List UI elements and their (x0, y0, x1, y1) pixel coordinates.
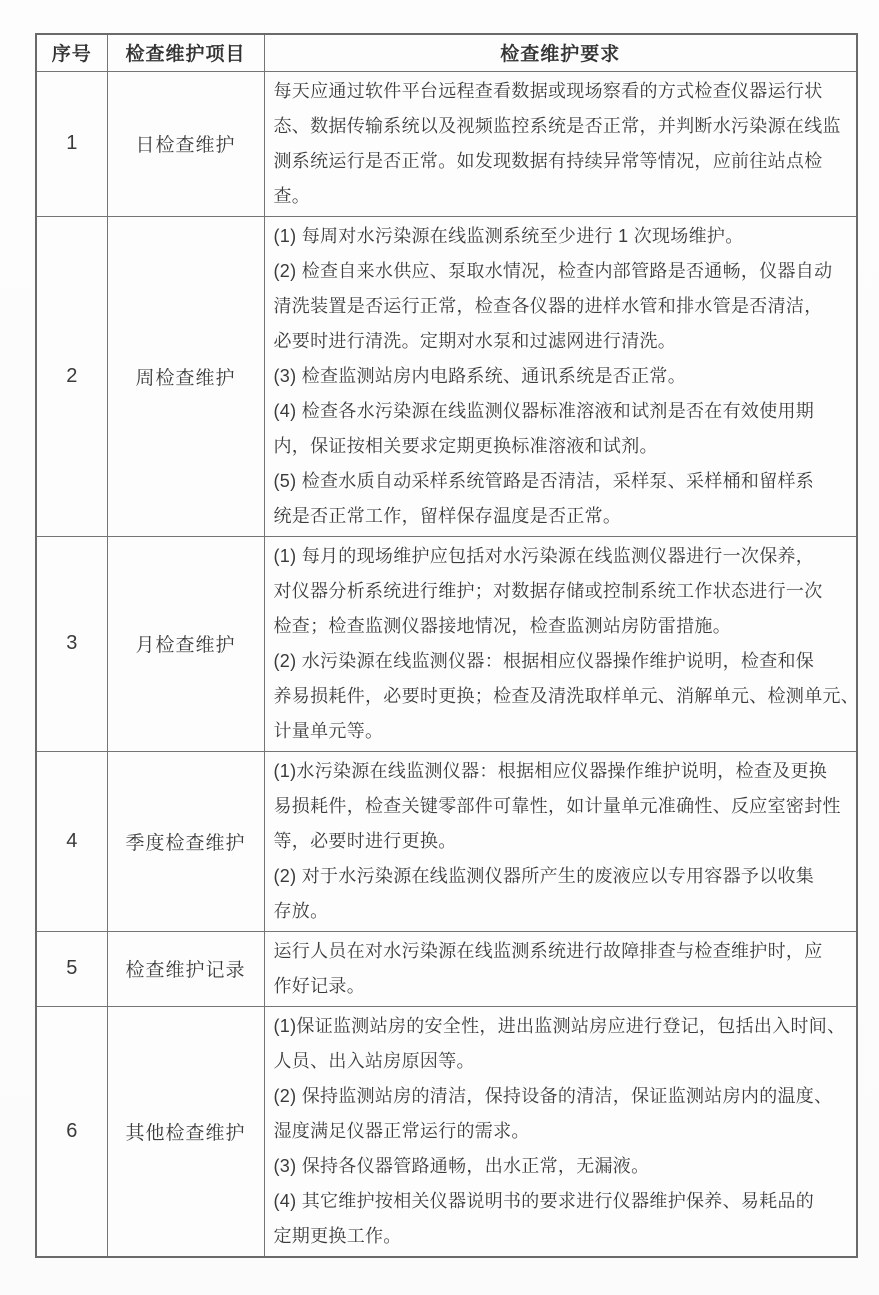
requirement-line: 态、数据传输系统以及视频监控系统是否正常，并判断水污染源在线监 (273, 115, 841, 136)
requirement-line: 必要时进行清洗。定期对水泵和过滤网进行清洗。 (273, 330, 677, 351)
table-row (36, 71, 857, 216)
header-row (36, 34, 857, 71)
requirement-line: 等，必要时进行更换。 (273, 830, 457, 851)
requirement-line: 运行人员在对水污染源在线监测系统进行故障排查与检查维护时，应 (273, 940, 823, 961)
requirement-line: 养易损耗件，必要时更换；检查及清洗取样单元、消解单元、检测单元、 (273, 685, 860, 706)
requirement-line: (1) 每月的现场维护应包括对水污染源在线监测仪器进行一次保养， (273, 545, 815, 566)
row-number: 5 (36, 931, 107, 1006)
row-requirements-text (264, 71, 857, 216)
requirement-line: (1)保证监测站房的安全性，进出监测站房应进行登记，包括出入时间、 (273, 1015, 846, 1036)
requirement-line: 易损耗件，检查关键零部件可靠性，如计量单元准确性、反应室密封性 (273, 795, 841, 816)
row-requirements-text (264, 216, 857, 536)
requirement-line: (1) 每周对水污染源在线监测系统至少进行 1 次现场维护。 (273, 225, 744, 246)
row-requirements-text (264, 536, 860, 751)
table-row (36, 751, 857, 931)
requirement-line: 查。 (273, 185, 311, 206)
table-header (36, 34, 857, 71)
maintenance-table (35, 33, 858, 1258)
row-item-label: 日检查维护 (107, 71, 264, 216)
column-header-number: 序号 (36, 34, 107, 71)
column-header-requirements: 检查维护要求 (264, 34, 857, 71)
requirement-line: 每天应通过软件平台远程查看数据或现场察看的方式检查仪器运行状 (273, 80, 823, 101)
row-item-label: 检查维护记录 (107, 931, 264, 1006)
table-row (36, 1006, 857, 1257)
row-item-label: 季度检查维护 (107, 751, 264, 931)
row-requirements-text (264, 751, 857, 931)
requirement-line: (1)水污染源在线监测仪器：根据相应仪器操作维护说明，检查及更换 (273, 760, 828, 781)
row-number: 2 (36, 216, 107, 536)
row-item-label: 周检查维护 (107, 216, 264, 536)
requirement-line: 统是否正常工作，留样保存温度是否正常。 (273, 505, 622, 526)
requirement-line: (5) 检查水质自动采样系统管路是否清洁，采样泵、采样桶和留样系 (273, 470, 815, 491)
requirement-line: (3) 保持各仪器管路通畅，出水正常，无漏液。 (273, 1155, 650, 1176)
row-number: 1 (36, 71, 107, 216)
row-item-label: 月检查维护 (107, 536, 264, 751)
requirement-line: (2) 检查自来水供应、泵取水情况，检查内部管路是否通畅，仪器自动 (273, 260, 833, 281)
requirement-line: 检查；检查监测仪器接地情况，检查监测站房防雷措施。 (273, 615, 731, 636)
requirement-line: 内，保证按相关要求定期更换标准溶液和试剂。 (273, 435, 658, 456)
requirement-line: 湿度满足仪器正常运行的需求。 (273, 1120, 530, 1141)
row-number: 4 (36, 751, 107, 931)
requirement-line: 清洗装置是否运行正常，检查各仪器的进样水管和排水管是否清洁， (273, 295, 823, 316)
requirement-line: 人员、出入站房原因等。 (273, 1050, 475, 1071)
requirement-line: (2) 保持监测站房的清洁，保持设备的清洁，保证监测站房内的温度、 (273, 1085, 833, 1106)
table-row (36, 536, 857, 751)
requirement-line: (4) 检查各水污染源在线监测仪器标准溶液和试剂是否在有效使用期 (273, 400, 815, 421)
table-row (36, 931, 857, 1006)
table-row (36, 216, 857, 536)
row-requirements-text (264, 931, 857, 1006)
requirement-line: (3) 检查监测站房内电路系统、通讯系统是否正常。 (273, 365, 686, 386)
row-requirements-text (264, 1006, 857, 1257)
requirement-line: 对仪器分析系统进行维护；对数据存储或控制系统工作状态进行一次 (273, 580, 823, 601)
column-header-item: 检查维护项目 (107, 34, 264, 71)
requirement-line: 定期更换工作。 (273, 1225, 402, 1246)
table-body (36, 71, 860, 1257)
requirement-line: (4) 其它维护按相关仪器说明书的要求进行仪器维护保养、易耗品的 (273, 1190, 815, 1211)
requirement-line: (2) 水污染源在线监测仪器：根据相应仪器操作维护说明，检查和保 (273, 650, 815, 671)
requirement-line: 测系统运行是否正常。如发现数据有持续异常等情况，应前往站点检 (273, 150, 823, 171)
row-number: 3 (36, 536, 107, 751)
requirement-line: 作好记录。 (273, 975, 365, 996)
requirement-line: (2) 对于水污染源在线监测仪器所产生的废液应以专用容器予以收集 (273, 865, 815, 886)
requirement-line: 计量单元等。 (273, 720, 384, 741)
row-number: 6 (36, 1006, 107, 1257)
requirement-line: 存放。 (273, 900, 329, 921)
row-item-label: 其他检查维护 (107, 1006, 264, 1257)
